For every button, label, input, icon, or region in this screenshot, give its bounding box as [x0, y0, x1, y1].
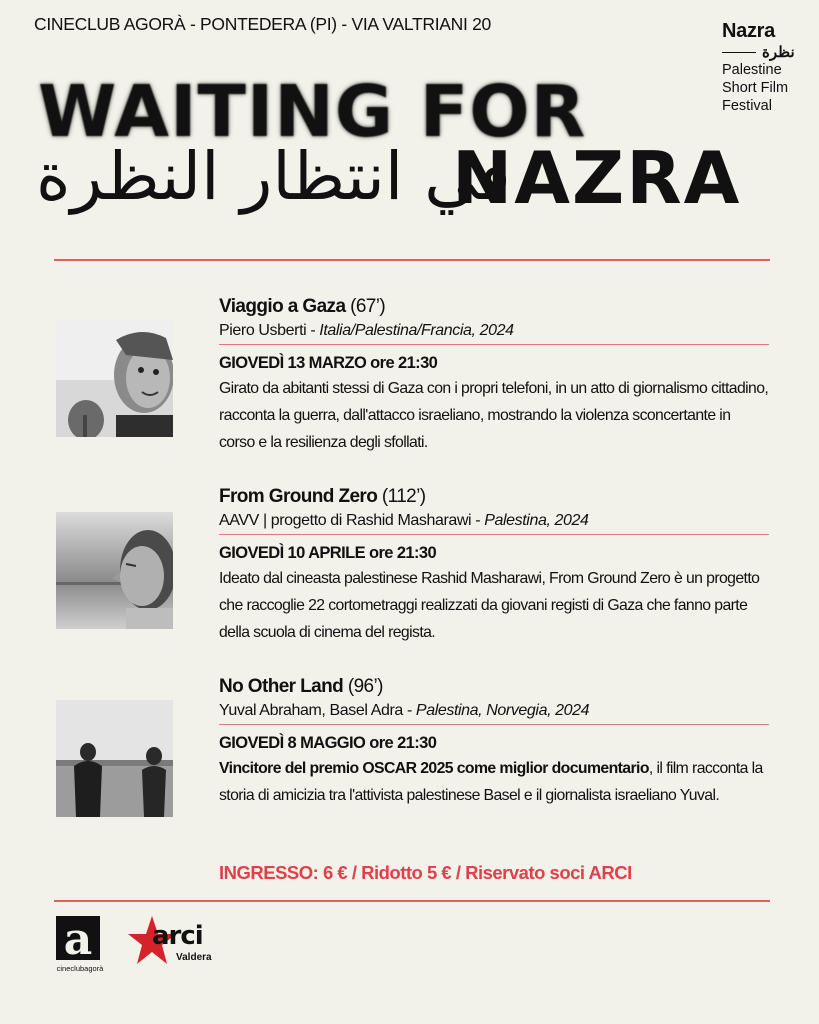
film-director: AAVV | progetto di Rashid Masharawi -	[219, 512, 485, 529]
ticket-price: INGRESSO: 6 € / Ridotto 5 € / Riservato soci ARCI	[219, 862, 632, 883]
film-description	[219, 565, 769, 646]
film-description-text: Ideato dal cineasta palestinese Rashid Masharawi, From Ground Zero è un progetto che raccoglie 22 cortometraggi realizzati da giovani registi di Gaza che fanno parte della scuola di cinema del regista.	[219, 570, 760, 641]
festival-arabic-row	[722, 43, 812, 61]
arci-logo-text: arci	[152, 921, 203, 951]
arci-logo-sub: Valdera	[176, 952, 212, 963]
title-nazra: NAZRA	[452, 136, 742, 220]
film-entry-2	[219, 486, 769, 646]
festival-name: Nazra	[722, 20, 775, 42]
film-director: Yuval Abraham, Basel Adra -	[219, 702, 416, 719]
film-title-row	[219, 296, 769, 318]
film-description	[219, 755, 769, 809]
film-director: Piero Usberti -	[219, 322, 320, 339]
film-origin: Italia/Palestina/Francia, 2024	[319, 322, 514, 339]
film-title: From Ground Zero	[219, 486, 378, 507]
cineclub-agora-logo	[54, 914, 106, 979]
title-waiting-for: WAITING FOR	[38, 70, 587, 153]
film-entry-1	[219, 296, 769, 456]
venue-line: CINECLUB AGORÀ - PONTEDERA (PI) - VIA VALTRIANI 20	[34, 14, 491, 34]
bottom-divider	[54, 900, 770, 902]
film-separator	[219, 534, 769, 535]
top-divider	[54, 259, 770, 261]
film-origin: Palestina, 2024	[484, 512, 589, 529]
film-description-bold: Vincitore del premio OSCAR 2025 come miglior documentario	[219, 760, 649, 777]
film-separator	[219, 344, 769, 345]
film-title: No Other Land	[219, 676, 344, 697]
film-date: GIOVEDÌ 8 MAGGIO ore 21:30	[219, 734, 437, 752]
film-still-from-ground-zero	[56, 512, 173, 629]
svg-text:a: a	[63, 914, 93, 965]
film-entry-3	[219, 676, 769, 809]
film-credit	[219, 512, 769, 530]
film-duration: (96’)	[347, 676, 383, 697]
film-date: GIOVEDÌ 10 APRILE ore 21:30	[219, 544, 437, 562]
festival-arabic: نظرة	[762, 44, 795, 61]
film-date: GIOVEDÌ 13 MARZO ore 21:30	[219, 354, 438, 372]
film-duration: (67’)	[350, 296, 386, 317]
film-origin: Palestina, Norvegia, 2024	[415, 702, 590, 719]
film-still-no-other-land	[56, 700, 173, 817]
agora-logo-text: cineclubagorà	[56, 964, 104, 973]
film-description-text: Girato da abitanti stessi di Gaza con i propri telefoni, in un atto di giornalismo cittadino, racconta la guerra, dall'attacco israeliano, mostrando la violenza sconcertante in corso e la resilienza degli sfollati.	[219, 380, 769, 451]
film-still-viaggio-a-gaza	[56, 320, 173, 437]
film-title-row	[219, 486, 769, 508]
festival-line-1: Palestine	[722, 62, 782, 78]
film-duration: (112’)	[381, 486, 426, 507]
film-title: Viaggio a Gaza	[219, 296, 346, 317]
divider	[722, 52, 756, 53]
arci-valdera-logo	[124, 914, 224, 974]
film-credit	[219, 702, 769, 720]
festival-logo	[722, 20, 812, 115]
film-separator	[219, 724, 769, 725]
film-credit	[219, 322, 769, 340]
film-title-row	[219, 676, 769, 698]
festival-line-2: Short Film	[722, 80, 789, 96]
film-description	[219, 375, 769, 456]
film-description-text: , il film racconta la storia di amicizia tra l'attivista palestinese Basel e il giornalista israeliano Yuval.	[219, 760, 763, 804]
title-arabic: في انتظار النظرة	[36, 138, 511, 215]
festival-line-3: Festival	[722, 98, 772, 114]
